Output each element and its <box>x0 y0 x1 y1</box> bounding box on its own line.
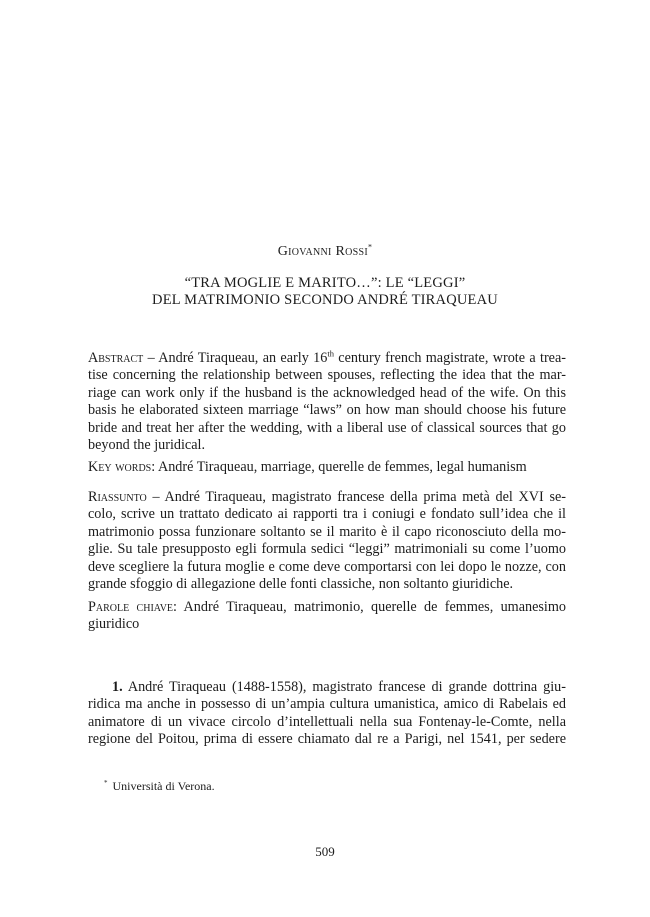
abstract-line: beyond the juridical. <box>88 436 206 453</box>
body-line: regione del Poitou, prima di essere chiamato dal re a Parigi, nel 1541, per sedere <box>88 731 566 748</box>
keywords-paragraph <box>88 459 566 476</box>
article-title-line-2: DEL MATRIMONIO SECONDO ANDRÉ TIRAQUEAU <box>152 292 498 308</box>
article-title <box>0 275 650 309</box>
keywords-label: Key words <box>88 459 152 475</box>
riassunto-text: – André Tiraqueau, magistrato francese della prima metà del XVI se- <box>146 489 566 505</box>
parole-chiave-paragraph <box>88 599 566 634</box>
riassunto-line: matrimonio possa funzionare soltanto se il marito è il capo riconosciuto della mo- <box>88 523 566 540</box>
riassunto-line: deve scegliere la futura moglie e come deve comportarsi con lei dopo le nozze, con <box>88 558 566 575</box>
author-footnote-marker: * <box>368 242 373 252</box>
abstract-label: Abstract <box>88 350 144 366</box>
section-number: 1. <box>112 679 123 695</box>
parole-chiave-line <box>88 599 566 616</box>
body-line: animatore di un vivace circolo d’intellettuali nella sua Fontenay-le-Comte, nella <box>88 713 566 730</box>
parole-chiave-text: : André Tiraqueau, matrimonio, querelle de femmes, umanesimo <box>173 599 566 615</box>
riassunto-paragraph <box>88 489 566 593</box>
abstract-superscript: th <box>327 348 334 359</box>
abstract-text: century french magistrate, wrote a trea- <box>333 350 567 366</box>
footnote <box>104 779 215 793</box>
riassunto-line: colo, scrive un trattato dedicato ai rapporti tra i coniugi e fondato sull’idea che il <box>88 506 566 523</box>
body-line <box>88 679 566 696</box>
article-title-line-1: “TRA MOGLIE E MARITO…”: LE “LEGGI” <box>184 275 466 291</box>
footnote-text: Università di Verona. <box>112 779 215 793</box>
footnote-marker: * <box>104 779 108 787</box>
page-number: 509 <box>315 844 335 859</box>
body-text: André Tiraqueau (1488-1558), magistrato francese di grande dottrina giu- <box>122 679 566 695</box>
author-name-text: Giovanni Rossi <box>277 244 368 259</box>
abstract-text: – André Tiraqueau, an early 16 <box>143 350 328 366</box>
abstract-line: riage can work only if the husband is the acknowledged head of the wife. On this <box>88 384 566 401</box>
body-paragraph <box>88 679 566 749</box>
riassunto-line: grande sfoggio di allegazione delle fonti classiche, non soltanto giuridiche. <box>88 575 514 592</box>
riassunto-line <box>88 489 566 506</box>
abstract-line: bride and treat her after the wedding, with a liberal use of classical sources that go <box>88 419 566 436</box>
keywords-line <box>88 459 566 476</box>
body-line: ridica ma anche in possesso di un’ampia cultura umanistica, amico di Rabelais ed <box>88 696 566 713</box>
abstract-line: basis he elaborated sixteen marriage “laws” on how man should choose his future <box>88 402 566 419</box>
author-name <box>0 244 650 260</box>
parole-chiave-line: giuridico <box>88 616 140 633</box>
keywords-text: : André Tiraqueau, marriage, querelle de femmes, legal humanism <box>151 459 527 475</box>
abstract-line <box>88 350 566 367</box>
parole-chiave-label: Parole chiave <box>88 599 174 615</box>
riassunto-label: Riassunto <box>88 489 147 505</box>
riassunto-line: glie. Su tale presupposto egli formula sedici “leggi” matrimoniali su come l’uomo <box>88 541 566 558</box>
abstract-paragraph <box>88 350 566 454</box>
abstract-line: tise concerning the relationship between spouses, reflecting the idea that the mar- <box>88 367 566 384</box>
